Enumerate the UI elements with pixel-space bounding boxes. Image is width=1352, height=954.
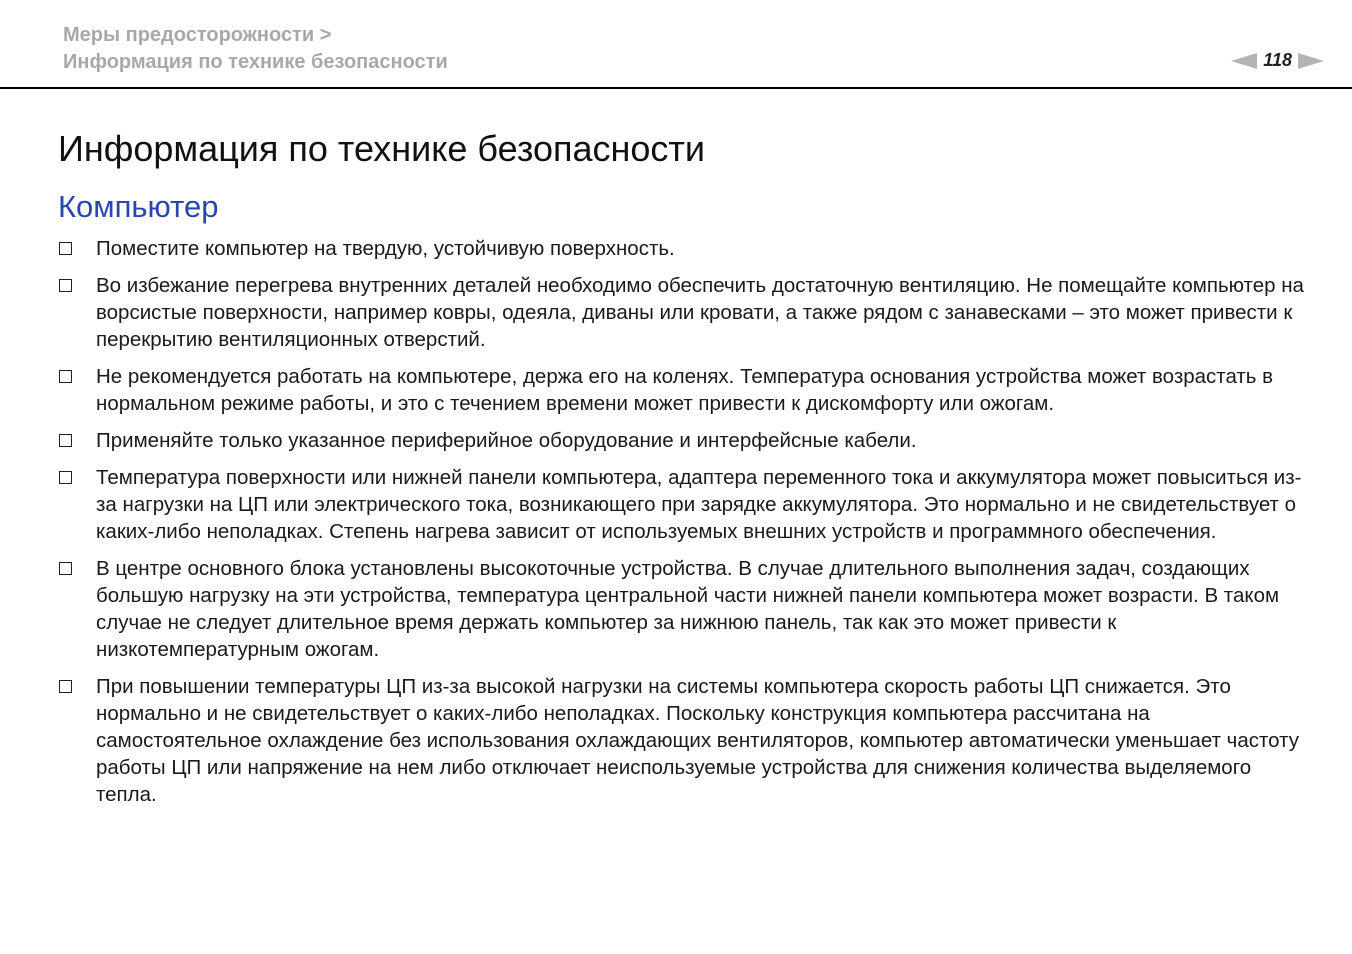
page-header: [0, 0, 1352, 90]
checkbox-bullet-icon: [59, 471, 72, 484]
breadcrumb: [63, 22, 448, 76]
breadcrumb-current: Информация по технике безопасности: [63, 51, 448, 73]
next-page-icon[interactable]: [1298, 53, 1324, 69]
checkbox-bullet-icon: [59, 434, 72, 447]
list-item-text: Во избежание перегрева внутренних деталей необходимо обеспечить достаточную вентиляцию. Не помещайте компьютер на ворсистые поверхности, например ковры, одеяла, диваны или кровати, а также рядом с занавесками – это может привести к перекрытию вентиляционных отверстий.: [96, 274, 1304, 351]
header-divider: [0, 87, 1352, 89]
list-item-text: Не рекомендуется работать на компьютере, держа его на коленях. Температура основания устройства может возрастать в нормальном режиме работы, и это с течением времени может привести к дискомфорту или ожогам.: [96, 365, 1274, 415]
list-item-text: В центре основного блока установлены высокоточные устройства. В случае длительного выполнения задач, создающих большую нагрузку на эти устройства, температура центральной части нижней панели компьютера может возрасти. В таком случае не следует длительное время держать компьютер за нижнюю панель, так как это может привести к низкотемпературным ожогам.: [96, 557, 1280, 661]
previous-page-icon[interactable]: [1231, 53, 1257, 69]
checkbox-bullet-icon: [59, 680, 72, 693]
list-item: [58, 427, 1308, 454]
list-item: [58, 235, 1308, 262]
list-item: [58, 272, 1308, 353]
page-number: 118: [1263, 50, 1292, 70]
checkbox-bullet-icon: [59, 279, 72, 292]
checkbox-bullet-icon: [59, 370, 72, 383]
checkbox-bullet-icon: [59, 242, 72, 255]
list-item-text: Температура поверхности или нижней панели компьютера, адаптера переменного тока и аккумулятора может повыситься из-за нагрузки на ЦП или электрического тока, возникающего при зарядке аккумулятора. Это нормально и не свидетельствует о каких-либо неполадках. Степень нагрева зависит от используемых внешних устройств и программного обеспечения.: [96, 466, 1302, 543]
list-item: [58, 673, 1308, 808]
checkbox-bullet-icon: [59, 562, 72, 575]
list-item-text: Поместите компьютер на твердую, устойчивую поверхность.: [96, 237, 675, 260]
breadcrumb-parent-link[interactable]: Меры предосторожности >: [63, 24, 332, 46]
section-title: Компьютер: [58, 189, 219, 224]
page-navigation: [1231, 50, 1324, 71]
list-item: [58, 464, 1308, 545]
list-item: [58, 555, 1308, 663]
list-item-text: Применяйте только указанное периферийное оборудование и интерфейсные кабели.: [96, 429, 917, 452]
safety-list: [58, 235, 1308, 818]
list-item: [58, 363, 1308, 417]
list-item-text: При повышении температуры ЦП из-за высокой нагрузки на системы компьютера скорость работы ЦП снижается. Это нормально и не свидетельствует о каких-либо неполадках. Поскольку конструкция компьютера рассчитана на самостоятельное охлаждение без использования охлаждающих вентиляторов, компьютер автоматически уменьшает частоту работы ЦП или напряжение на нем либо отключает неиспользуемые устройства для снижения количества выделяемого тепла.: [96, 675, 1299, 806]
page-title: Информация по технике безопасности: [58, 128, 705, 169]
